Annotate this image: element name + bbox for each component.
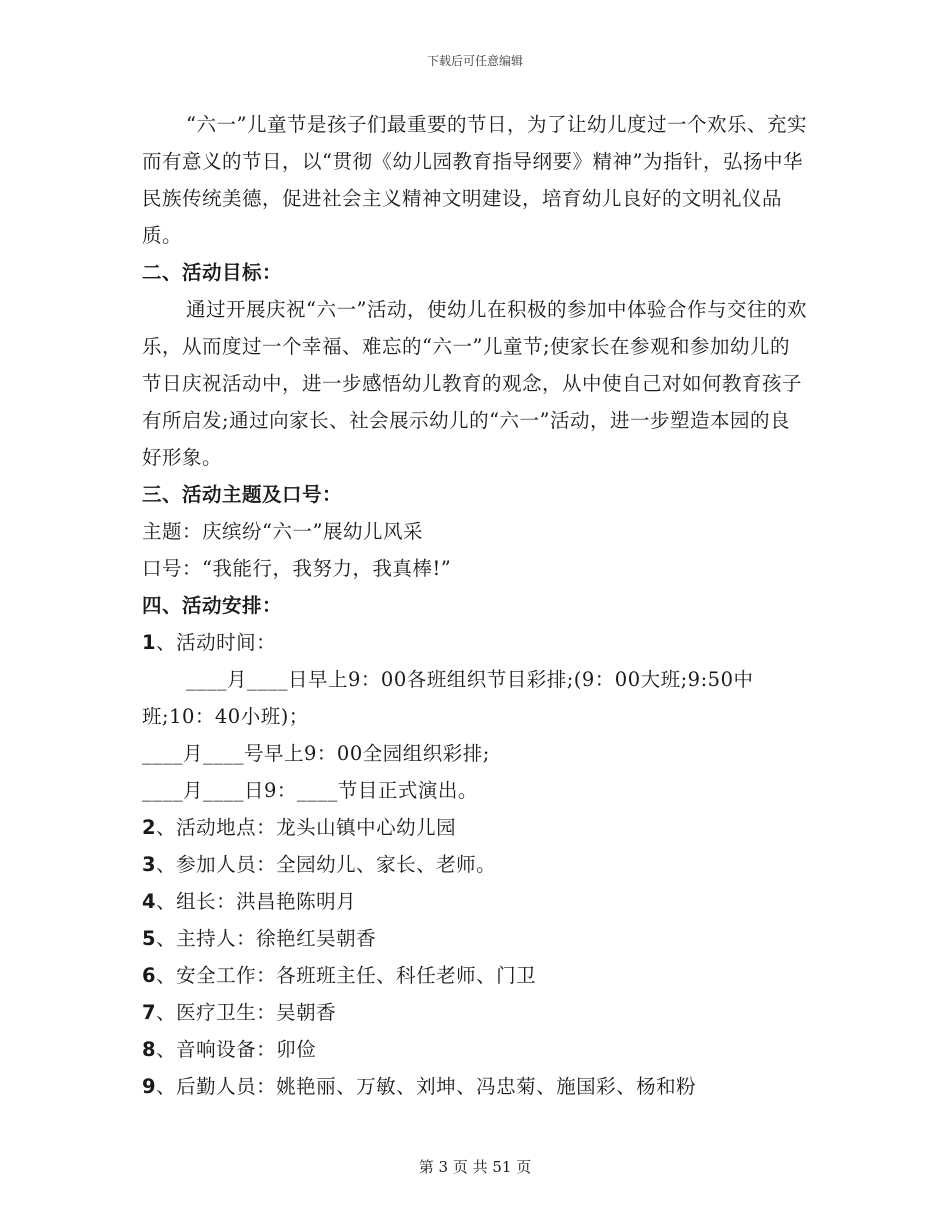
list-item: [142, 1031, 808, 1068]
list-item: [142, 624, 808, 661]
section-heading-schedule: 四、活动安排：: [142, 594, 283, 617]
theme-line: 主题：庆缤纷“六一”展幼儿风采: [142, 520, 423, 543]
section-heading-theme: 三、活动主题及口号：: [142, 483, 343, 506]
item-number: 1: [142, 631, 157, 654]
list-item: [142, 883, 808, 920]
list-item: [142, 920, 808, 957]
list-item: [142, 1068, 808, 1105]
page-footer: 第 3 页 共 51 页: [418, 1158, 532, 1176]
schedule-time-3: ____月____日9：____节目正式演出。: [142, 779, 478, 802]
slogan-line: 口号：“我能行，我努力，我真棒!”: [142, 557, 452, 580]
item-text: 、主持人：徐艳红吴朝香: [156, 927, 377, 950]
list-item: [142, 994, 808, 1031]
section-heading-goals: 二、活动目标：: [142, 261, 283, 284]
document-body: [142, 106, 808, 1105]
item-number: 3: [142, 853, 157, 876]
item-number: 6: [142, 964, 157, 987]
list-item: [142, 846, 808, 883]
item-number: 2: [142, 816, 157, 839]
list-item: [142, 809, 808, 846]
item-number: 4: [142, 890, 157, 913]
item-text: 、音响设备：卯俭: [156, 1038, 317, 1061]
intro-paragraph: “六一”儿童节是孩子们最重要的节日，为了让幼儿度过一个欢乐、充实而有意义的节日，以“贯彻《幼儿园教育指导纲要》精神”为指针，弘扬中华民族传统美德，促进社会主义精神文明建设，培育幼儿良好的文明礼仪品质。: [142, 113, 807, 247]
item-text: 、后勤人员：姚艳丽、万敏、刘坤、冯忠菊、施国彩、杨和粉: [156, 1075, 697, 1098]
item-text: 、安全工作：各班班主任、科任老师、门卫: [156, 964, 537, 987]
list-item: [142, 957, 808, 994]
item-number: 9: [142, 1075, 157, 1098]
page-header: 下载后可任意编辑: [426, 54, 523, 68]
item-text: 、活动地点：龙头山镇中心幼儿园: [156, 816, 457, 839]
item-text: 、参加人员：全园幼儿、家长、老师。: [156, 853, 497, 876]
schedule-time-1: ____月____日早上9：00各班组织节目彩排;(9：00大班;9:50中班;10：40小班)；: [142, 668, 754, 728]
item-number: 5: [142, 927, 157, 950]
item-number: 8: [142, 1038, 157, 1061]
schedule-time-2: ____月____号早上9：00全园组织彩排;: [142, 742, 490, 765]
item-number: 7: [142, 1001, 157, 1024]
goals-paragraph: 通过开展庆祝“六一”活动，使幼儿在积极的参加中体验合作与交往的欢乐，从而度过一个幸福、难忘的“六一”儿童节;使家长在参观和参加幼儿的节日庆祝活动中，进一步感悟幼儿教育的观念，从中使自己对如何教育孩子有所启发;通过向家长、社会展示幼儿的“六一”活动，进一步塑造本园的良好形象。: [142, 298, 807, 469]
item-text: 、活动时间：: [156, 631, 277, 654]
item-text: 、组长：洪昌艳陈明月: [156, 890, 357, 913]
item-text: 、医疗卫生：吴朝香: [156, 1001, 337, 1024]
